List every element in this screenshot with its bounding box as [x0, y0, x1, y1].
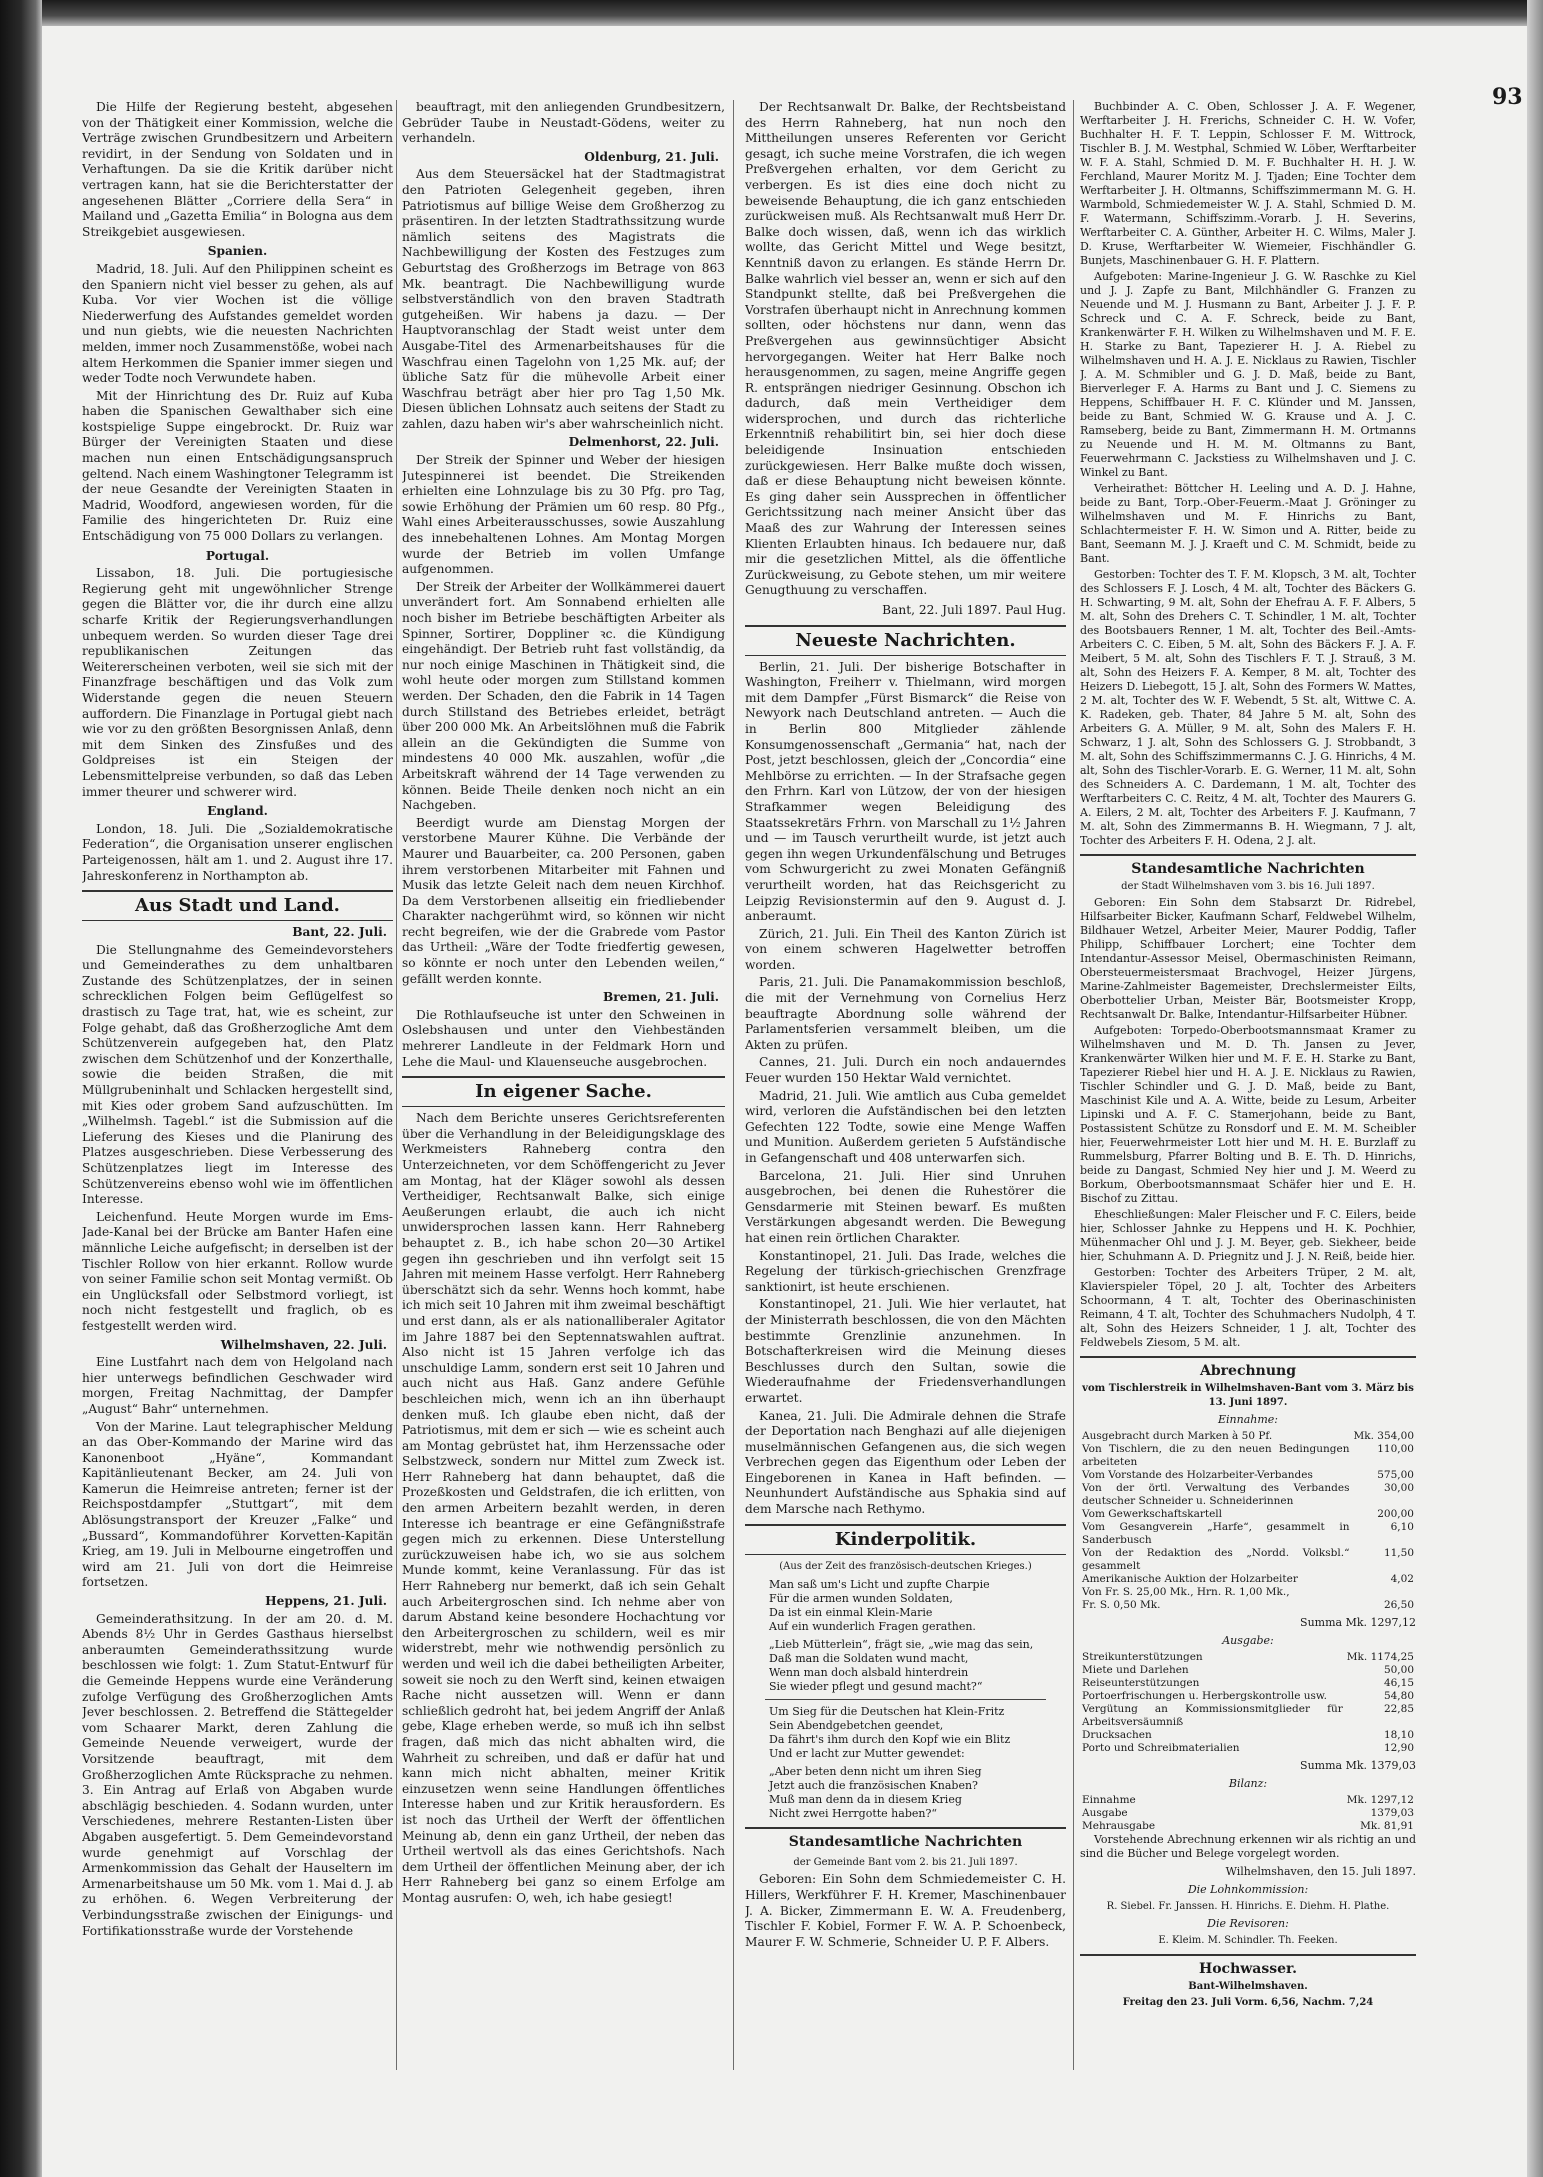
- article-paragraph: Gemeinderathsitzung. In der am 20. d. M. Abends 8½ Uhr in Gerdes Gasthaus hierselbst anberaumten Gemeinderathssitzung wurde beschlossen wie folgt: 1. Zum Statut-Entwurf für die Gemeinde Heppens wurde eine Veränderung zufolge Verfügung des Großherzoglichen Amts Jever beschlossen. 2. Betreffend die Stättegelder vom Schaarer Markt, deren Zahlung die Gemeinde Neuende verweigert, wurde der Vorsitzende beauftragt, mit dem Großherzoglichen Amte Rücksprache zu nehmen. 3. Ein Antrag auf Erlaß von Abgaben wurde abschlägig beschieden. 4. Sodann wurden, unter Verschiedenes, mehrere Restanten-Listen über Abgaben ausgefertigt. 5. Dem Gemeindevorstand wurde genehmigt auf Vorschlag der Armenkommission das Gehalt der Hauseltern im Armenarbeitshause um 50 Mk. vom 1. Mai d. J. ab zu erhöhen. 6. Wegen Verbreiterung der Verbindungsstraße zwischen der Einigungs- und Fortifikationsstraße wurde der Vorstehende: [82, 1611, 393, 1938]
- account-amount: 200,00: [1377, 1508, 1414, 1520]
- column-rule: [396, 100, 397, 2070]
- account-label: Miete und Darlehen: [1082, 1664, 1189, 1676]
- account-amount: 11,50: [1383, 1547, 1414, 1559]
- civil-register-entry: Aufgeboten: Torpedo-Oberbootsmannsmaat Kramer zu Wilhelmshaven und M. D. Th. Jansen zu Jever, Krankenwärter Wilken hier und M. F. E. H. Starke zu Bant, Tapezierer Riebel hier und H. A. J. E. Nicklaus zu Rawien, Tischler Schindler und G. J. D. Maß, beide zu Bant, Maschinist Kile und A. A. Witte, beide zu Lesum, Arbeiter Lipinski und A. F. C. Stamerjohann, beide zu Bant, Postassistent Schütze zu Ronsdorf und E. M. M. Scheibler hier, Feuerwehrmeister Lott hier und M. H. E. Burzlaff zu Rummelsburg, Pfarrer Bolting und B. E. Th. D. Hinrichs, beide zu Dangast, Schmied Ney hier und J. M. Weerd zu Borkum, Oberbootsmannsmaat Schäfer hier und E. H. Bischof zu Zittau.: [1080, 1024, 1416, 1205]
- news-item: Berlin, 21. Juli. Der bisherige Botschafter in Washington, Freiherr v. Thielmann, wird morgen mit dem Dampfer „Fürst Bismarck“ die Reise von Newyork nach Deutschland antreten. — Auch die in Berlin 800 Mitglieder zählende Konsumgenossenschaft „Germania“ hat, nach der Post, jetzt beschlossen, gleich der „Concordia“ eine Mehlbörse zu errichten. — In der Strafsache gegen den Frhrn. Karl von Lützow, der von der hiesigen Strafkammer wegen Beleidigung des Staatssekretärs Frhrn. von Marschall zu 1½ Jahren und — im Tausch verurtheilt wurde, ist jetzt auch gegen ihn wegen Urkundenfälschung und Betruges vom Schwurgericht zu zwei Monaten Gefängniß verurtheilt worden, hat das Reichsgericht zu Leipzig Revisionstermin auf den 9. August d. J. anberaumt.: [745, 659, 1066, 924]
- account-amount: Mk. 1297,12: [1346, 1794, 1414, 1806]
- dateline: Delmenhorst, 22. Juli.: [568, 435, 719, 450]
- column-2: [402, 100, 725, 2070]
- balance-heading: Bilanz:: [1228, 1777, 1268, 1790]
- account-amount: 12,90: [1383, 1742, 1414, 1754]
- commission-members: R. Siebel. Fr. Janssen. H. Hinrichs. E. Diehm. H. Plathe.: [1106, 1901, 1390, 1912]
- section-heading-latest-news: Neueste Nachrichten.: [745, 625, 1066, 656]
- account-row: [1080, 1469, 1416, 1482]
- account-amount: 46,15: [1383, 1677, 1414, 1689]
- accounts-note: Vorstehende Abrechnung erkennen wir als richtig an und sind die Bücher und Belege vorgelegt worden.: [1080, 1833, 1416, 1860]
- account-amount: 110,00: [1377, 1443, 1414, 1455]
- article-paragraph: Aus dem Steuersäckel hat der Stadtmagistrat den Patrioten Gelegenheit gegeben, ihren Patriotismus auf billige Weise dem Großherzog zu präsentiren. In der letzten Stadtrathssitzung wurde nämlich seitens des Magistrats die Nachbewilligung der Kosten des Festzuges zum Geburtstag des Großherzogs im Betrage von 863 Mk. beantragt. Die Nachbewilligung wurde selbstverständlich von den braven Stadtrath gutgeheißen. Wir habens ja dazu. — Der Hauptvoranschlag der Stadt weist unter dem Ausgabe-Titel des Armenarbeitshauses für die Waschfrau einen Tagelohn von 1,25 Mk. auf; der übliche Satz für die mühevolle Arbeit einer Waschfrau beträgt aber hier pro Tag 1,50 Mk. Diesen üblichen Lohnsatz auch seitens der Stadt zu zahlen, dazu haben wir's aber wahrscheinlich nicht.: [402, 167, 725, 431]
- article-paragraph: Von der Marine. Laut telegraphischer Meldung an das Ober-Kommando der Marine wird das Kanonenboot „Hyäne“, Kommandant Kapitänlieutenant Becker, am 24. Juli von Kamerun die Heimreise antreten; ferner ist der Reichspostdampfer „Stuttgart“, mit dem Ablösungstransport der Kreuzer „Falke“ und „Bussard“, Kommandoführer Korvetten-Kapitän Krieg, am 19. Juli in Melbourne eingetroffen und wird am 21. Juli von dort die Heimreise fortsetzen.: [82, 1419, 393, 1590]
- account-label: Mehrausgabe: [1082, 1820, 1156, 1832]
- civil-register-subtitle: der Stadt Wilhelmshaven vom 3. bis 16. Juli 1897.: [1121, 881, 1375, 892]
- civil-register-entry: Gestorben: Tochter des Arbeiters Trüper, 2 M. alt, Klavierspieler Töpel, 20 J. alt, Tochter des Arbeiters Schoormann, 4 T. alt, Tochter des Oberinaschinisten Reimann, 4 T. alt, Tochter des Schuhmachers Nudolph, 4 T. alt, Sohn des Heizers Schneider, 1 J. alt, Tochter des Feldwebels Ziesom, 5 M. alt.: [1080, 1266, 1416, 1349]
- news-item: Barcelona, 21. Juli. Hier sind Unruhen ausgebrochen, bei denen die Ruhestörer die Gensdarmerie mit Steinen bewarf. Es mußten Verstärkungen abgesandt werden. Die Bewegung hat einen rein örtlichen Charakter.: [745, 1168, 1066, 1245]
- poem-stanza: Um Sieg für die Deutschen hat Klein-Fritz Sein Abendgebetchen geendet, Da fährt's ihm durch den Kopf wie ein Blitz Und er lacht zur Mutter gewendet:: [769, 1705, 1011, 1761]
- civil-register-entry: Buchbinder A. C. Oben, Schlosser J. A. F. Wegener, Werftarbeiter J. H. Frerichs, Schneider C. H. W. Vofer, Buchhalter H. F. T. Leppin, Schlosser F. M. Wittrock, Tischler B. J. M. Westphal, Schmied W. Löber, Werftarbeiter W. F. A. Stahl, Schmied D. M. F. Buchhalter H. H. J. W. Ferchland, Maurer Moritz M. J. Tjaden; Eine Tochter dem Werftarbeiter J. H. Oltmanns, Schiffszimmermann M. G. H. Warmbold, Schmiedemeister W. J. A. Stahl, Schmied D. M. F. Watermann, Schiffszimm.-Vorarb. J. H. Severins, Werftarbeiter C. A. Günther, Arbeiter H. C. Wilms, Maler J. D. Kruse, Werftarbeiter W. Wiemeier, Fischhändler G. Bunjets, Maschinenbauer G. H. F. Plattern.: [1080, 100, 1416, 267]
- income-heading: Einnahme:: [1217, 1413, 1278, 1426]
- account-label: Ausgabe: [1082, 1807, 1128, 1819]
- poem-stanza: Man saß um's Licht und zupfte Charpie Für die armen wunden Soldaten, Da ist ein einmal Klein-Marie Auf ein wunderlich Fragen gerathen.: [769, 1578, 990, 1634]
- account-row: [1080, 1430, 1416, 1443]
- account-amount: 6,10: [1390, 1521, 1414, 1533]
- country-heading-england: England.: [207, 804, 268, 819]
- account-amount: 1379,03: [1370, 1807, 1414, 1819]
- account-row: [1080, 1586, 1416, 1599]
- commission-heading: Die Lohnkommission:: [1187, 1883, 1309, 1896]
- account-row: [1080, 1729, 1416, 1742]
- section-heading-local: Aus Stadt und Land.: [82, 890, 393, 921]
- dateline: Bant, 22. Juli.: [292, 925, 387, 940]
- account-row: [1080, 1482, 1416, 1508]
- article-paragraph: Die Hilfe der Regierung besteht, abgesehen von der Thätigkeit einer Kommission, welche die Verträge zwischen Grundbesitzern und Arbeitern revidirt, in der Sendung von Soldaten und in Verhaftungen. Da sie die Kritik darüber nicht vertragen kann, hat sie die Berichterstatter der angesehenen Blätter „Corriere della Sera“ in Mailand und „Gazetta Emilia“ in Bologna aus dem Streikgebiet ausgewiesen.: [82, 100, 393, 239]
- section-heading-civil-register-bant: Standesamtliche Nachrichten: [788, 1834, 1023, 1851]
- country-heading-spain: Spanien.: [207, 244, 268, 259]
- article-paragraph: Madrid, 18. Juli. Auf den Philippinen scheint es den Spaniern nicht viel besser zu gehen, als auf Kuba. Vor vier Wochen ist die völlige Niederwerfung des Aufstandes gemeldet worden und nun giebts, wie die neuesten Nachrichten melden, immer noch Zusammenstöße, wobei nach altem Herkommen die Spanier immer siegen und weder Todte noch Verwundete haben.: [82, 261, 393, 386]
- account-label: Vom Gesangverein „Harfe“, gesammelt in Sanderbusch: [1082, 1521, 1350, 1546]
- account-row: [1080, 1443, 1416, 1469]
- civil-register-entry: Eheschließungen: Maler Fleischer und F. C. Eilers, beide hier, Schlosser Jahnke zu Heppens und H. K. Pochhier, Mühenmacher Ohl und J. J. M. Beyer, geb. Siekheer, beide hier, Schuhmann A. D. Priegnitz und J. J. N. Reiß, beide hier.: [1080, 1208, 1416, 1263]
- news-item: Paris, 21. Juli. Die Panamakommission beschloß, die mit der Vernehmung von Cornelius Herz beauftragte Abordnung solle während der Parlamentsferien versammelt bleiben, um die Akten zu prüfen.: [745, 975, 1066, 1052]
- high-water-times: Freitag den 23. Juli Vorm. 6,56, Nachm. 7,24: [1122, 1997, 1374, 2008]
- account-row: [1080, 1599, 1416, 1612]
- account-label: Von der örtl. Verwaltung des Verbandes deutscher Schneider u. Schneiderinnen: [1082, 1482, 1350, 1507]
- balance-table: [1080, 1794, 1416, 1833]
- civil-register-entry: Gestorben: Tochter des T. F. M. Klopsch, 3 M. alt, Tochter des Schlossers F. J. Losch, 4 M. alt, Tochter des Bäckers G. H. Schwarting, 9 M. alt, Sohn der Ehefrau A. F. F. Albers, 5 M. alt, Sohn des Drehers C. T. Schindler, 1 M. alt, Tochter des Bootsbauers Renner, 1 M. alt, Tochter des Beil.-Amts-Arbeiters C. C. Eiben, 5 M. alt, Sohn des Bäckers F. J. A. F. Meibert, 5 M. alt, Sohn des Tischlers F. T. J. Strauß, 3 M. alt, Sohn des Heizers F. A. Kemper, 8 M. alt, Tochter des Heizers D. Liebegott, 15 J. alt, Sohn des Formers W. Mattes, 2 M. alt, Tochter des W. F. Webendt, 5 St. alt, Wittwe C. A. K. Radeken, geb. Thater, 84 Jahre 5 M. alt, Sohn des Arbeiters G. A. Müller, 9 M. alt, Sohn des Malers F. H. Schwarz, 1 J. alt, Sohn des Schlossers G. J. Strobbandt, 3 M. alt, Sohn des Schiffszimmermanns C. J. G. Hinrichs, 4 M. alt, Sohn des Tischler-Vorarb. E. G. Werner, 11 M. alt, Sohn des Schneiders A. C. Dardemann, 1 M. alt, Tochter des Werftarbeiters C. C. Reitz, 4 M. alt, Tochter des Maurers G. A. Eilers, 2 M. alt, Tochter des Arbeiters F. J. Kaufmann, 7 M. alt, Sohn des Zimmermanns B. H. Wiegmann, 7 J. alt, Tochter des Arbeiters F. H. Odena, 2 J. alt.: [1080, 568, 1416, 847]
- account-label: Drucksachen: [1082, 1729, 1152, 1741]
- poem-stanza: „Lieb Mütterlein“, frägt sie, „wie mag das sein, Daß man die Soldaten wund macht, Wenn man doch alsbald hinterdrein Sie wieder pflegt und gesund macht?“: [769, 1638, 1034, 1694]
- article-paragraph: Nach dem Berichte unseres Gerichtsreferenten über die Verhandlung in der Beleidigungsklage des Werkmeisters Rahneberg contra den Unterzeichneten, vor dem Schöffengericht zu Jever am Montag, hat der Kläger sowohl als dessen Vertheidiger, Rechtsanwalt Balke, sich einige Aeußerungen erlaubt, die auch ich nicht unwidersprochen lassen kann. Herr Rahneberg behauptet z. B., ich habe schon 20—30 Artikel gegen ihn geschrieben und ihn verfolgt seit 15 Jahren mit meinem Hasse verfolgt. Herr Rahneberg überschätzt sich da sehr. Wenns hoch kommt, habe ich mich seit 10 Jahren mit ihm zweimal beschäftigt und erst dann, als er als nationalliberaler Agitator im Jahre 1887 bei den Septennatswahlen auftrat. Also nicht ist 15 Jahren verfolge ich das unschuldige Lamm, sondern erst seit 10 Jahren und auch nicht aus Haß. Ganz andere Gefühle beschleichen mich, wenn ich an ihn überhaupt denken muß. Ich glaube eben nicht, daß der Patriotismus, mit dem er sich — wie es scheint auch am Montag gebrüstet hat, ihm Herzenssache oder Selbstzweck, sondern nur Mittel zum Zweck ist. Herr Rahneberg hat dann behauptet, daß die Prozeßkosten und Geldstrafen, die ich erlitten, von den armen Arbeitern bezahlt werden, in deren Interesse ich beantrage er eine Gefängnißstrafe gegen mich zu erkennen. Diese Unterstellung zurückzuweisen habe ich, wo sie aus solchem Munde kommt, keine Veranlassung. Für das ist Herr Rahneberg nur bemerkt, daß ich sein Gehalt auch Arbeitergroschen sind. Ich nehme aber von darum Abstand keine besondere Hochachtung vor den Arbeitergroschen zu schildern, weil es mir widerstrebt, mehr wie nothwendig persönlich zu werden und weil ich die dabei betheiligten Arbeiter, soweit sie noch zu den Werft sind, keinen etwaigen Rache nicht aussetzen will. Wenn er dann schließlich gedroht hat, bei jedem Angriff der Anlaß gebe, Klage erheben werde, so muß ich ihn selbst fragen, daß mich das nicht abhalten wird, die Wahrheit zu schreiben, und daß er dafür hat und kann mich nicht abhalten, meiner Kritik einzusetzen wenn seine Handlungen öffentliches Interesse haben und zur Kritik herausfordern. Es ist noch das Urtheil der Werft der öffentlichen Meinung ab, denn ein ganz Urtheil, der neben das Urtheil wertvoll als das eines Gerichtshofs. Nach dem Urtheil der öffentlichen Meinung aber, der ich Herr Rahneberg bei ganz so einem Erfolge am Montag ausrufen: O, weh, ich habe gesiegt!: [402, 1111, 725, 1905]
- poem-caption: (Aus der Zeit des französisch-deutschen Krieges.): [779, 1560, 1032, 1572]
- account-label: Von Fr. S. 25,00 Mk., Hrn. R. 1,00 Mk.,: [1082, 1586, 1290, 1598]
- article-paragraph: Der Rechtsanwalt Dr. Balke, der Rechtsbeistand des Herrn Rahneberg, hat nun noch den Mittheilungen unseres Referenten vor Gericht gesagt, ich suche meine Vorstrafen, die ich wegen Preßvergehen erhalten, vor dem Gericht zu verbergen. Es ist dies eine doch nicht zu beweisende Behauptung, die ich ganz entschieden zurückweisen muß. Als Rechtsanwalt muß Herr Dr. Balke doch wissen, daß, wenn ich das wirklich wollte, das Gericht Mittel und Wege besitzt, Kenntniß davon zu erlangen. Es stände Herrn Dr. Balke wahrlich viel besser an, wenn er sich auf den Standpunkt stellte, daß bei Preßvergehen die Vorstrafen überhaupt nicht in Anrechnung kommen sollten, oder höchstens nur dann, wenn das Preßvergehen aus gewinnsüchtiger Absicht hervorgegangen. Weiter hat Herr Balke noch herausgenommen, zu sagen, meine Angriffe gegen R. entsprängen niedriger Gesinnung. Obschon ich dadurch, daß mein Vertheidiger dem widersprochen, und durch das richterliche Erkenntniß rehabilitirt bin, sei hier doch diese beleidigende Insinuation entschieden zurückgewiesen. Herr Balke mußte doch wissen, daß er diese Behauptung nicht beweisen könnte. Es ging daher sein Aussprechen in öffentlicher Gerichtssitzung nach meiner Ansicht über das Maaß des zur Wahrung der Interessen seines Klienten Erlaubten hinaus. Ich bedauere nur, daß mir die gesetzlichen Mittel, als die öffentliche Zurückweisung, zu Gebote stehen, um mir weitere Genugthuung zu verschaffen.: [745, 100, 1066, 598]
- income-table: [1080, 1430, 1416, 1612]
- account-amount: 18,10: [1383, 1729, 1414, 1741]
- article-paragraph: Eine Lustfahrt nach dem von Helgoland nach hier unterwegs befindlichen Geschwader wird morgen, Freitag Nachmittag, der Dampfer „August“ Bahr“ unternehmen.: [82, 1355, 393, 1416]
- dateline: Oldenburg, 21. Juli.: [584, 149, 719, 164]
- account-amount: [1351, 1586, 1416, 1599]
- account-label: Von Tischlern, die zu den neuen Bedingungen arbeiteten: [1082, 1443, 1350, 1468]
- account-row: [1080, 1794, 1416, 1807]
- accounts-date: Wilhelmshaven, den 15. Juli 1897.: [1225, 1865, 1416, 1878]
- account-row: [1080, 1508, 1416, 1521]
- account-label: Vom Gewerkschaftskartell: [1082, 1508, 1222, 1520]
- column-4: [1080, 100, 1416, 2070]
- account-amount: 22,85: [1383, 1703, 1414, 1715]
- account-label: Fr. S. 0,50 Mk.: [1082, 1599, 1161, 1611]
- revisors-heading: Die Revisoren:: [1207, 1917, 1289, 1930]
- expense-heading: Ausgabe:: [1222, 1634, 1274, 1647]
- expense-total: Summa Mk. 1379,03: [1300, 1759, 1416, 1772]
- country-heading-portugal: Portugal.: [205, 548, 270, 563]
- article-signature: Bant, 22. Juli 1897. Paul Hug.: [882, 603, 1066, 617]
- article-paragraph: Die Rothlaufseuche ist unter den Schweinen in Oslebshausen und unter den Viehbeständen mehrerer Landleute in der Feldmark Horn und Lehe die Maul- und Klauenseuche ausgebrochen.: [402, 1007, 725, 1069]
- news-item: Cannes, 21. Juli. Durch ein noch andauerndes Feuer wurden 150 Hektar Wald vernichtet.: [745, 1055, 1066, 1086]
- scan-edge-top: [0, 0, 1543, 26]
- account-label: Ausgebracht durch Marken à 50 Pf.: [1082, 1430, 1273, 1442]
- expense-table: [1080, 1651, 1416, 1755]
- civil-register-entry: Geboren: Ein Sohn dem Stabsarzt Dr. Ridrebel, Hilfsarbeiter Bicker, Kaufmann Scharf, Feldwebel Wilhelm, Bildhauer Wetzel, Arbeiter Meier, Maurer Poddig, Tafler Philipp, Schiffbauer Lorchert; eine Tochter dem Intendantur-Assessor Meisel, Obermaschinisten Reimann, Obersteuermeistersmaat Brachvogel, Heizer Jürgens, Marine-Zahlmeister Bagemeister, Drechslermeister Eilts, Oberbottelier Urban, Meister Bär, Bootsmeister Kropp, Rechtsanwalt Dr. Balke, Intendantur-Hilfsarbeiter Hübner.: [1080, 896, 1416, 1021]
- civil-register-entry: Aufgeboten: Marine-Ingenieur J. G. W. Raschke zu Kiel und J. J. Zapfe zu Bant, Milchhändler G. Franzen zu Neuende und M. J. Husmann zu Bant, Arbeiter J. J. F. P. Schreck und C. A. F. Schreck, beide zu Bant, Krankenwärter F. H. Wilken zu Wilhelmshaven und M. F. E. H. Starke zu Bant, Tapezierer H. J. A. Riebel zu Wilhelmshaven und H. A. J. E. Nicklaus zu Rawien, Tischler J. A. M. Schmibler und G. J. D. Maß, beide zu Bant, Bierverleger F. A. Harms zu Bant und J. C. Siemens zu Heppens, Schiffbauer H. F. C. Klünder und M. Janssen, beide zu Bant, Schmied W. G. Krause und A. J. C. Ramseberg, beide zu Bant, Zimmermann H. M. Ortmanns zu Neuende und H. M. M. Oltmanns zu Bant, Feuerwehrmann C. Jackstiess zu Wilhelmshaven und J. C. Winkel zu Bant.: [1080, 270, 1416, 479]
- article-paragraph: Mit der Hinrichtung des Dr. Ruiz auf Kuba haben die Spanischen Gewalthaber sich eine kostspielige Suppe eingebrockt. Dr. Ruiz war Bürger der Vereinigten Staaten und diese machen nun einen Entschädigungsanspruch geltend. Nach einem Washingtoner Telegramm ist der neue Gesandte der Vereinigten Staaten in Madrid, Woodford, angewiesen worden, für die Familie des hingerichteten Dr. Ruiz eine Entschädigung von 75 000 Dollars zu verlangen.: [82, 388, 393, 544]
- accounts-subtitle: vom Tischlerstreik in Wilhelmshaven-Bant vom 3. März bis 13. Juni 1897.: [1082, 1383, 1414, 1408]
- account-row: [1080, 1820, 1416, 1833]
- account-label: Vom Vorstande des Holzarbeiter-Verbandes: [1082, 1469, 1313, 1481]
- page-number: 93: [1492, 84, 1523, 110]
- account-label: Porto und Schreibmaterialien: [1082, 1742, 1240, 1754]
- section-heading-high-water: Hochwasser.: [1198, 1961, 1298, 1977]
- divider: [1080, 1954, 1416, 1956]
- account-row: [1080, 1573, 1416, 1586]
- account-amount: 575,00: [1377, 1469, 1414, 1481]
- column-rule: [1073, 100, 1074, 2070]
- account-amount: Mk. 354,00: [1353, 1430, 1414, 1442]
- dateline: Heppens, 21. Juli.: [265, 1594, 387, 1609]
- account-label: Amerikanische Auktion der Holzarbeiter: [1082, 1573, 1298, 1585]
- divider: [765, 1699, 1046, 1700]
- account-row: [1080, 1547, 1416, 1573]
- high-water-location: Bant-Wilhelmshaven.: [1188, 1981, 1308, 1992]
- account-label: Von der Redaktion des „Nordd. Volksbl.“ gesammelt: [1082, 1547, 1350, 1572]
- news-item: Kanea, 21. Juli. Die Admirale dehnen die Strafe der Deportation nach Benghazi auf alle diejenigen muselmännischen Gefangenen aus, die sich wegen Verbrechen gegen das Eigenthum oder Leben der Eingeborenen in Kanea in Haft befinden. — Neunhundert Aufständische aus Sphakia sind auf dem Marsche nach Rethymo.: [745, 1408, 1066, 1517]
- article-paragraph: Die Stellungnahme des Gemeindevorstehers und Gemeinderathes zu dem unhaltbaren Zustande des Schützenplatzes, der in seinen schrecklichen Folgen beim Geflügelfest so drastisch zu Tage trat, hat, wie es scheint, zur Folge gehabt, daß das Großherzogliche Amt dem Schützenverein aufgegeben hat, den Platz zwischen dem Schützenhof und der Konzerthalle, sowie die beiden Straßen, die mit Müllgrubeninhalt und Schlacken hergestellt sind, mit Kies oder grobem Sand aufzuschütten. Im „Wilhelmsh. Tagebl.“ ist die Submission auf die Lieferung des Kieses und die Planirung des Platzes ausgeschrieben. Diese Verbesserung des Schützenplatzes liegt im Interesse des Schützenvereins ebenso wohl wie im öffentlichen Interesse.: [82, 942, 393, 1207]
- scan-edge-right: [1527, 0, 1543, 2177]
- section-heading-own-matter: In eigener Sache.: [402, 1076, 725, 1107]
- news-item: Madrid, 21. Juli. Wie amtlich aus Cuba gemeldet wird, verloren die Aufständischen bei den letzten Gefechten 122 Todte, sowie eine Menge Waffen und Munition. Außerdem gerieten 5 Aufständische in Gefangenschaft und 408 unterwarfen sich.: [745, 1088, 1066, 1165]
- account-row: [1080, 1690, 1416, 1703]
- account-row: [1080, 1677, 1416, 1690]
- article-paragraph: Beerdigt wurde am Dienstag Morgen der verstorbene Maurer Kühne. Die Verbände der Maurer und Bauarbeiter, ca. 200 Personen, gaben ihrem verstorbenen Mitarbeiter mit Fahnen und Musik das letzte Geleit nach dem neuen Kirchhof. Da dem Verstorbenen allseitig ein friedliebender Charakter nachgerühmt wird, so können wir nicht recht begreifen, wie der die Grabrede vom Pastor das Urtheil: „Wäre der Todte friedfertig gewesen, so könnte er noch unter den Lebenden weilen,“ gefällt werden konnte.: [402, 815, 725, 986]
- account-row: [1080, 1521, 1416, 1547]
- divider: [1080, 854, 1416, 856]
- poem-stanza: „Aber beten denn nicht um ihren Sieg Jetzt auch die französischen Knaben? Muß man denn da in diesem Krieg Nicht zwei Herrgotte haben?“: [769, 1765, 982, 1821]
- account-amount: 50,00: [1383, 1664, 1414, 1676]
- divider: [1080, 1356, 1416, 1358]
- article-paragraph: Der Streik der Arbeiter der Wollkämmerei dauert unverändert fort. Am Sonnabend erhielten alle noch bisher im Betriebe beschäftigten Arbeiter als Spinner, Sortirer, Doppliner ꝛc. die Kündigung eingehändigt. Der Betrieb ruht fast vollständig, da nur noch einige Maschinen in Thätigkeit sind, die wohl heute oder morgen zum Stillstand kommen werden. Der Schaden, den die Fabrik in 14 Tagen durch Stillstand des Betriebes erleidet, beträgt über 200 000 Mk. An Arbeitslöhnen muß die Fabrik allein an die Gekündigten die Summe von mindestens 40 000 Mk. auszahlen, wofür „die Arbeitskraft während der 14 Tage verwenden zu können. Beide Theile denken noch nicht an ein Nachgeben.: [402, 579, 725, 813]
- news-item: Konstantinopel, 21. Juli. Das Irade, welches die Regelung der türkisch-griechischen Grenzfrage sanktionirt, ist heute erschienen.: [745, 1248, 1066, 1294]
- column-1: [82, 100, 393, 2070]
- news-item: Konstantinopel, 21. Juli. Wie hier verlautet, hat der Ministerrath beschlossen, die von den Mächten bestimmte Grenzlinie anzunehmen. In Botschafterkreisen wird die Meinung dieses Beschlusses durch den Sultan, sowie die Wiederaufnahme der Friedensverhandlungen erwartet.: [745, 1297, 1066, 1405]
- account-row: [1080, 1742, 1416, 1755]
- article-paragraph: Lissabon, 18. Juli. Die portugiesische Regierung geht mit ungewöhnlicher Strenge gegen die Blätter vor, die ihr durch eine allzu scharfe Kritik der Regierungsverhandlungen unbequem werden. So wurden dieser Tage drei republikanischen Zeitungen das Weitererscheinen verboten, weil sie sich mit der Finanzfrage beschäftigen und das Volk zum Widerstande gegen die neuen Steuern auffordern. Die Finanzlage in Portugal giebt nach wie vor zu den größten Besorgnissen Anlaß, denn mit dem Sinken des Zinsfußes und des Goldpreises ist ein Steigen der Lebensmittelpreise verbunden, so daß das Leben immer theurer und schwerer wird.: [82, 566, 393, 799]
- article-paragraph: Leichenfund. Heute Morgen wurde im Ems-Jade-Kanal bei der Brücke am Banter Hafen eine männliche Leiche aufgefischt; in derselben ist der Tischler Rollow von hier erkannt. Rollow wurde von seiner Familie schon seit Montag vermißt. Ob ein Unglücksfall oder Selbstmord vorliegt, ist noch nicht festgestellt und fraglich, ob es festgestellt werden wird.: [82, 1209, 393, 1333]
- section-heading-civil-register-whv: Standesamtliche Nachrichten: [1131, 861, 1365, 877]
- column-rule: [733, 100, 734, 2070]
- dateline: Wilhelmshaven, 22. Juli.: [220, 1337, 387, 1352]
- account-amount: 26,50: [1383, 1599, 1414, 1611]
- news-item: Zürich, 21. Juli. Ein Theil des Kanton Zürich ist von einem schweren Hagelwetter betroffen worden.: [745, 926, 1066, 972]
- civil-register-entry: Geboren: Ein Sohn dem Schmiedemeister C. H. Hillers, Werkführer F. H. Kremer, Maschinenbauer J. A. Bicker, Zimmermann E. W. A. Freudenberg, Tischler F. Kobiel, Former F. W. A. P. Schoenbeck, Maurer F. W. Schmerie, Schneider U. P. F. Albers.: [745, 1872, 1066, 1949]
- scan-edge-left: [0, 0, 42, 2177]
- account-label: Reiseunterstützungen: [1082, 1677, 1200, 1689]
- account-label: Streikunterstützungen: [1082, 1651, 1203, 1663]
- account-row: [1080, 1703, 1416, 1729]
- account-label: Einnahme: [1082, 1794, 1136, 1806]
- article-paragraph: Der Streik der Spinner und Weber der hiesigen Jutespinnerei ist beendet. Die Streikenden erhielten eine Lohnzulage bis zu 30 Pfg. pro Tag, sowie Erhöhung der Prämien um 60 resp. 80 Pfg., Wahl eines Arbeiterausschusses, sowie Auszahlung des innebehaltenen Lohnes. Am Montag Morgen wurde der Betrieb im vollen Umfange aufgenommen.: [402, 453, 725, 577]
- account-label: Vergütung an Kommissionsmitglieder für Arbeitsversäumniß: [1082, 1703, 1343, 1728]
- account-amount: Mk. 81,91: [1360, 1820, 1414, 1832]
- income-total: Summa Mk. 1297,12: [1300, 1616, 1416, 1629]
- column-3: [745, 100, 1066, 2070]
- account-amount: 30,00: [1383, 1482, 1414, 1494]
- section-heading-accounts: Abrechnung: [1200, 1363, 1296, 1379]
- section-heading-kinderpolitik: Kinderpolitik.: [745, 1524, 1066, 1555]
- revisors-members: E. Kleim. M. Schindler. Th. Feeken.: [1158, 1935, 1338, 1946]
- article-paragraph: London, 18. Juli. Die „Sozialdemokratische Federation“, die Organisation unserer englischen Parteigenossen, hält am 1. und 2. August ihre 17. Jahreskonferenz in Northampton ab.: [82, 821, 393, 883]
- civil-register-subtitle: der Gemeinde Bant vom 2. bis 21. Juli 1897.: [793, 1856, 1018, 1868]
- divider: [745, 1827, 1066, 1829]
- account-amount: Mk. 1174,25: [1346, 1651, 1414, 1663]
- civil-register-entry: Verheirathet: Böttcher H. Leeling und A. D. J. Hahne, beide zu Bant, Torp.-Ober-Feuerm.-Maat J. Gröninger zu Wilhelmshaven und M. F. Hinrichs zu Bant, Schlachtermeister F. H. W. Simon und A. Ritter, beide zu Bant, Seemann M. J. J. Kraeft und C. M. Schmidt, beide zu Bant.: [1080, 482, 1416, 565]
- dateline: Bremen, 21. Juli.: [602, 990, 719, 1005]
- account-label: Portoerfrischungen u. Herbergskontrolle usw.: [1082, 1690, 1328, 1702]
- account-row: [1080, 1664, 1416, 1677]
- account-row: [1080, 1651, 1416, 1664]
- account-amount: 54,80: [1383, 1690, 1414, 1702]
- account-amount: 4,02: [1390, 1573, 1414, 1585]
- account-row: [1080, 1807, 1416, 1820]
- article-paragraph: beauftragt, mit den anliegenden Grundbesitzern, Gebrüder Taube in Neustadt-Gödens, weiter zu verhandeln.: [402, 100, 725, 146]
